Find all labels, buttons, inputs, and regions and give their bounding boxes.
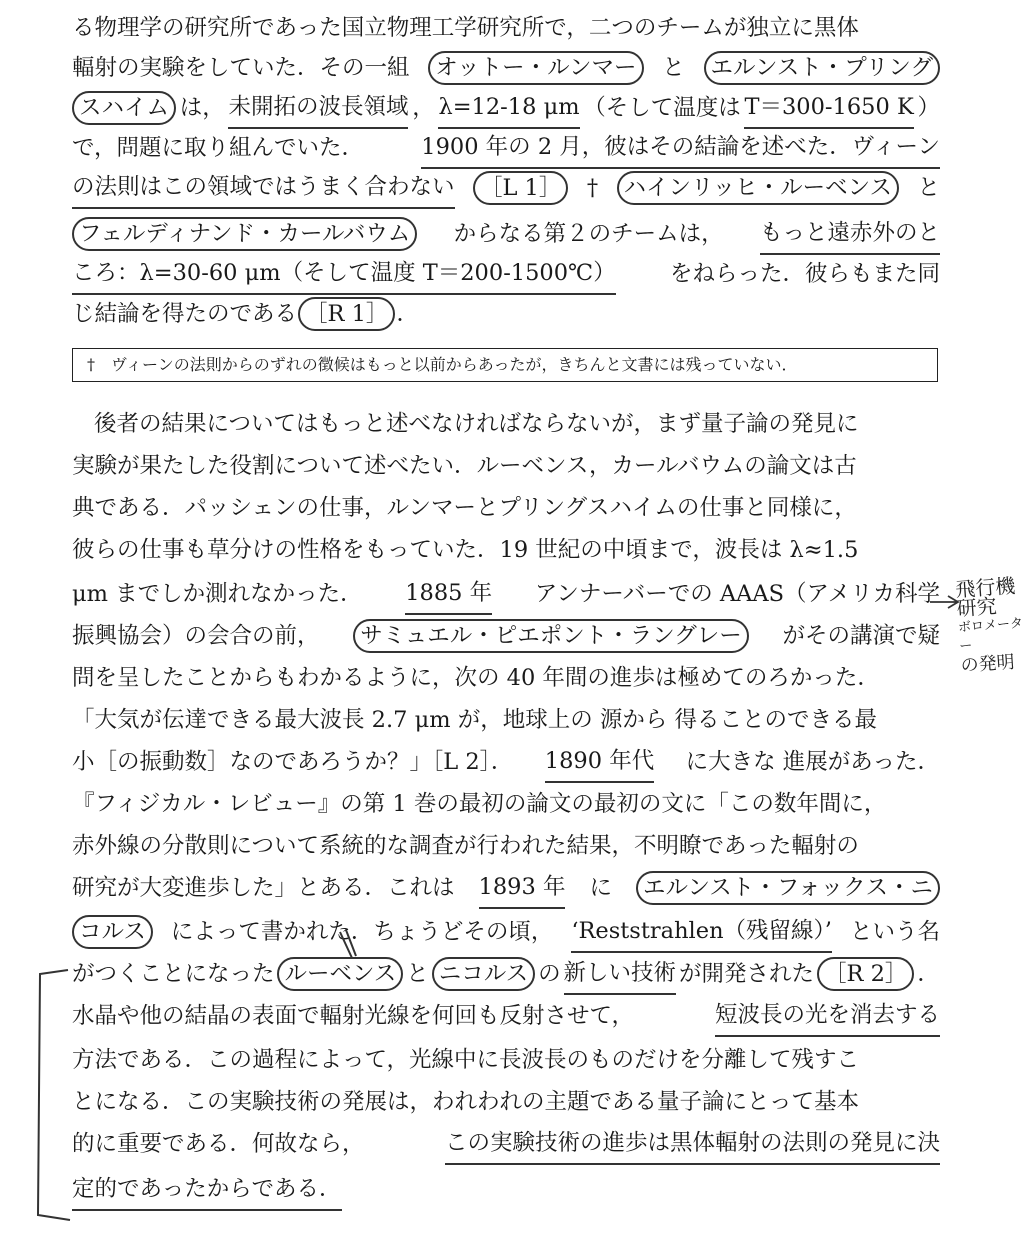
- circled-term: ニコルス: [432, 957, 535, 991]
- circled-term: ルーベンス: [277, 957, 403, 991]
- circled-term: ［R 2］: [817, 957, 914, 991]
- circled-term: エルンスト・フォックス・ニ: [636, 871, 940, 905]
- underlined-phrase: 新しい技術: [564, 953, 677, 995]
- circled-term: サミュエル・ピエポント・ラングレー: [353, 619, 749, 653]
- text-segment: が開発された: [679, 961, 815, 987]
- text-line: [72, 446, 940, 486]
- margin-bracket: [38, 970, 70, 1220]
- text-line: [72, 1040, 940, 1080]
- text-line: [72, 48, 940, 88]
- handwritten-note-line: 研究: [955, 593, 998, 621]
- text-segment: ．: [917, 961, 940, 987]
- text-segment: と: [662, 55, 685, 81]
- text-line: [72, 658, 940, 698]
- circled-term: ［R 1］: [298, 297, 395, 331]
- text-line: [72, 404, 940, 444]
- circled-term: オットー・ルンマー: [428, 51, 643, 85]
- handwritten-note-line: の発明: [960, 651, 1016, 677]
- underlined-phrase: 1900 年の 2 月，彼はその結論を述べた．ヴィーン: [421, 127, 940, 169]
- underlined-phrase: λ=12-18 μm: [438, 87, 579, 129]
- text-segment: 振興協会）の会合の前，: [72, 623, 320, 649]
- text-segment: をねらった．彼らもまた同: [669, 261, 940, 287]
- circled-term: スハイム: [72, 91, 176, 125]
- underlined-phrase: もっと遠赤外のと: [760, 213, 940, 255]
- handwritten-note-line: 飛行機: [954, 573, 1017, 602]
- circled-term: フェルディナンド・カールバウム: [72, 217, 417, 251]
- text-segment: 典である．パッシェンの仕事，ルンマーとプリングスハイムの仕事と同様に，: [72, 495, 857, 521]
- text-line: [72, 214, 940, 254]
- text-line: [72, 742, 940, 782]
- text-segment: ，: [412, 95, 435, 121]
- text-segment: 「大気が伝達できる最大波長 2.7 μm が，地球上の 源から 得ることのできる最: [72, 707, 878, 733]
- text-line: [72, 168, 940, 208]
- text-segment: と: [406, 961, 429, 987]
- underlined-phrase: の法則はこの領域ではうまく合わない: [72, 167, 455, 209]
- text-segment: 『フィジカル・レビュー』の第 1 巻の最初の論文の最初の文に「この数年間に，: [72, 791, 887, 817]
- text-segment: がその講演で疑: [782, 623, 940, 649]
- text-segment: 問を呈したことからもわかるように，次の 40 年間の進歩は極めてのろかった．: [72, 665, 880, 691]
- text-segment: と: [917, 175, 940, 201]
- text-line: [72, 996, 940, 1036]
- underlined-phrase: 1885 年: [405, 573, 492, 615]
- text-line: [72, 912, 940, 952]
- underlined-phrase: ころ：λ=30-60 μm（そして温度 T＝200-1500℃）: [72, 253, 616, 295]
- text-line: [72, 784, 940, 824]
- text-segment: は，: [179, 95, 225, 121]
- text-segment: 水晶や他の結晶の表面で輻射光線を何回も反射させて，: [72, 1003, 635, 1029]
- text-segment: からなる第２のチームは，: [453, 221, 724, 247]
- text-segment: という名: [849, 919, 940, 945]
- text-line: [72, 700, 940, 740]
- text-segment: ．: [396, 301, 419, 327]
- underlined-phrase: 未開拓の波長領域: [228, 87, 408, 129]
- text-segment: 小［の振動数］なのであろうか？」［L 2］．: [72, 749, 514, 775]
- underlined-phrase: この実験技術の進歩は黒体輻射の法則の発見に決: [445, 1123, 940, 1165]
- handwritten-note-line: ボロメーター: [957, 616, 1024, 655]
- circled-term: ［L 1］: [473, 171, 568, 205]
- text-line: [72, 294, 940, 334]
- text-line: [72, 826, 940, 866]
- text-segment: アンナーバーでの AAAS（アメリカ科学: [534, 581, 940, 607]
- underlined-phrase: 1893 年: [479, 867, 566, 909]
- text-segment: 赤外線の分散則について系統的な調査が行われた結果，不明瞭であった輻射の: [72, 833, 859, 859]
- text-segment: 輻射の実験をしていた．その一組: [72, 55, 410, 81]
- text-line: [72, 1170, 940, 1210]
- underlined-phrase: 短波長の光を消去する: [715, 995, 940, 1037]
- footnote-box: [72, 348, 938, 382]
- circled-term: エルンスト・プリング: [704, 51, 940, 85]
- text-line: [72, 954, 940, 994]
- text-line: [72, 574, 940, 614]
- footnote-text: † ヴィーンの法則からのずれの徴候はもっと以前からあったが，きちんと文書には残っていない．: [87, 355, 798, 374]
- text-segment: に大きな 進展があった．: [685, 749, 940, 775]
- text-segment: 彼らの仕事も草分けの性格をもっていた．19 世紀の中頃まで，波長は λ≈1.5: [72, 537, 859, 563]
- text-segment: 研究が大変進歩した」とある．これは: [72, 875, 455, 901]
- text-line: [72, 8, 940, 48]
- text-segment: の: [538, 961, 561, 987]
- text-line: [72, 88, 940, 128]
- underlined-phrase: 1890 年代: [545, 741, 654, 783]
- text-line: [72, 1124, 940, 1164]
- text-segment: μm までしか測れなかった．: [72, 581, 363, 607]
- text-segment: る物理学の研究所であった国立物理工学研究所で，二つのチームが独立に黒体: [72, 15, 859, 41]
- text-segment: じ結論を得たのである: [72, 301, 298, 327]
- text-line: [72, 530, 940, 570]
- text-segment: 実験が果たした役割について述べたい．ルーベンス，カールバウムの論文は古: [72, 453, 857, 479]
- text-segment: （そして温度は: [583, 95, 741, 121]
- circled-term: コルス: [72, 915, 153, 949]
- text-line: [72, 128, 940, 168]
- text-segment: ）: [917, 95, 940, 121]
- underlined-phrase: ‘Reststrahlen（残留線）’: [571, 911, 832, 953]
- underlined-phrase: 定的であったからである．: [72, 1169, 342, 1211]
- text-segment: 方法である．この過程によって，光線中に長波長のものだけを分離して残すこ: [72, 1047, 860, 1073]
- handwritten-note: [954, 573, 1035, 677]
- text-segment: とになる．この実験技術の発展は，われわれの主題である量子論にとって基本: [72, 1089, 860, 1115]
- text-line: [72, 254, 940, 294]
- text-line: [72, 616, 940, 656]
- text-segment: 的に重要である．何故なら，: [72, 1131, 365, 1157]
- text-segment: 後者の結果についてはもっと述べなければならないが，まず量子論の発見に: [94, 411, 859, 437]
- circled-term: ハインリッヒ・ルーベンス: [617, 171, 899, 205]
- text-line: [72, 488, 940, 528]
- underlined-phrase: T＝300-1650 K: [744, 87, 913, 129]
- text-line: [72, 1082, 940, 1122]
- text-segment: がつくことになった: [72, 961, 275, 987]
- text-segment: に: [589, 875, 613, 901]
- text-segment: で，問題に取り組んでいた．: [72, 135, 365, 161]
- text-line: [72, 868, 940, 908]
- text-segment: によって書かれた．ちょうどその頃，: [170, 919, 554, 945]
- text-segment: †: [586, 175, 599, 201]
